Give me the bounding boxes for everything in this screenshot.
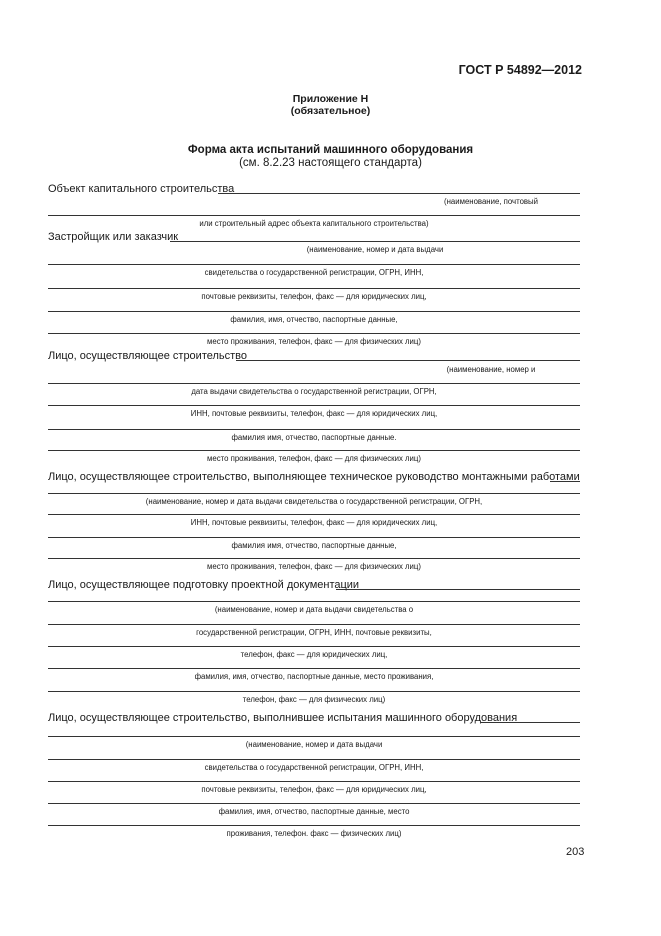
designer-hint: телефон, факс — для юридических лиц, xyxy=(240,650,388,659)
builder-input-line[interactable] xyxy=(48,429,580,430)
form-subtitle: (см. 8.2.23 настоящего стандарта) xyxy=(239,157,422,169)
designer-input-line[interactable] xyxy=(48,624,580,625)
tester-input-line[interactable] xyxy=(481,722,580,723)
supervisor-hint: (наименование, номер и дата выдачи свидетельства о государственной регистрации, ОГРН, xyxy=(145,497,483,506)
standard-code: ГОСТ Р 54892—2012 xyxy=(458,63,582,77)
designer-input-line[interactable] xyxy=(336,589,580,590)
form-title: Форма акта испытаний машинного оборудования xyxy=(187,144,474,156)
tester-hint: фамилия, имя, отчество, паспортные данные, место xyxy=(218,807,410,816)
supervisor-input-line[interactable] xyxy=(48,558,580,559)
supervisor-input-line[interactable] xyxy=(48,514,580,515)
supervisor-input-line[interactable] xyxy=(550,481,580,482)
builder-hint: ИНН, почтовые реквизиты, телефон, факс — для юридических лиц, xyxy=(190,409,438,418)
designer-hint: телефон, факс — для физических лиц) xyxy=(242,695,386,704)
developer-hint: фамилия, имя, отчество, паспортные данные, xyxy=(230,315,398,324)
supervisor-hint: фамилия имя, отчество, паспортные данные, xyxy=(231,541,397,550)
developer-label: Застройщик или заказчик xyxy=(48,231,179,243)
tester-hint: проживания, телефон. факс — физических лиц) xyxy=(226,829,402,838)
designer-hint: фамилия, имя, отчество, паспортные данные, место проживания, xyxy=(194,672,434,681)
object-input-line[interactable] xyxy=(218,193,580,194)
designer-input-line[interactable] xyxy=(48,601,580,602)
developer-hint: место проживания, телефон, факс — для физических лиц) xyxy=(207,337,421,346)
developer-hint: почтовые реквизиты, телефон, факс — для юридических лиц, xyxy=(201,292,427,301)
designer-label: Лицо, осуществляющее подготовку проектной документации xyxy=(48,579,360,591)
tester-hint: свидетельства о государственной регистрации, ОГРН, ИНН, xyxy=(204,763,424,772)
tester-input-line[interactable] xyxy=(48,803,580,804)
tester-input-line[interactable] xyxy=(48,736,580,737)
developer-input-line[interactable] xyxy=(48,288,580,289)
object-input-line[interactable] xyxy=(48,215,580,216)
designer-input-line[interactable] xyxy=(48,646,580,647)
designer-input-line[interactable] xyxy=(48,668,580,669)
annex-status: (обязательное) xyxy=(290,105,371,117)
builder-input-line[interactable] xyxy=(236,360,580,361)
tester-hint: (наименование, номер и дата выдачи xyxy=(245,740,383,749)
developer-input-line[interactable] xyxy=(170,241,580,242)
designer-hint: государственной регистрации, ОГРН, ИНН, почтовые реквизиты, xyxy=(196,628,432,637)
object-hint: или строительный адрес объекта капитального строительства) xyxy=(199,219,429,228)
tester-label: Лицо, осуществляющее строительство, выполнившее испытания машинного оборудования xyxy=(48,712,518,724)
builder-hint: дата выдачи свидетельства о государственной регистрации, ОГРН, xyxy=(191,387,437,396)
developer-input-line[interactable] xyxy=(48,333,580,334)
supervisor-hint: ИНН, почтовые реквизиты, телефон, факс — для юридических лиц, xyxy=(190,518,438,527)
tester-input-line[interactable] xyxy=(48,759,580,760)
supervisor-hint: место проживания, телефон, факс — для физических лиц) xyxy=(207,562,421,571)
page-number: 203 xyxy=(566,846,585,858)
builder-input-line[interactable] xyxy=(48,383,580,384)
builder-input-line[interactable] xyxy=(48,405,580,406)
annex-name: Приложение Н xyxy=(292,93,369,105)
builder-hint: (наименование, номер и xyxy=(446,365,536,374)
designer-input-line[interactable] xyxy=(48,691,580,692)
builder-hint: фамилия имя, отчество, паспортные данные. xyxy=(231,433,397,442)
developer-input-line[interactable] xyxy=(48,311,580,312)
builder-input-line[interactable] xyxy=(48,450,580,451)
supervisor-label: Лицо, осуществляющее строительство, выполняющее техническое руководство монтажными работами xyxy=(48,471,580,483)
tester-input-line[interactable] xyxy=(48,825,580,826)
object-label: Объект капитального строительства xyxy=(48,183,235,195)
developer-input-line[interactable] xyxy=(48,264,580,265)
tester-input-line[interactable] xyxy=(48,781,580,782)
supervisor-input-line[interactable] xyxy=(48,493,580,494)
designer-hint: (наименование, номер и дата выдачи свидетельства о xyxy=(214,605,414,614)
developer-hint: свидетельства о государственной регистрации, ОГРН, ИНН, xyxy=(204,268,424,277)
tester-hint: почтовые реквизиты, телефон, факс — для юридических лиц, xyxy=(201,785,427,794)
object-hint: (наименование, почтовый xyxy=(443,197,539,206)
supervisor-input-line[interactable] xyxy=(48,537,580,538)
builder-label: Лицо, осуществляющее строительство xyxy=(48,350,248,362)
builder-hint: место проживания, телефон, факс — для физических лиц) xyxy=(207,454,421,463)
developer-hint: (наименование, номер и дата выдачи xyxy=(306,245,444,254)
